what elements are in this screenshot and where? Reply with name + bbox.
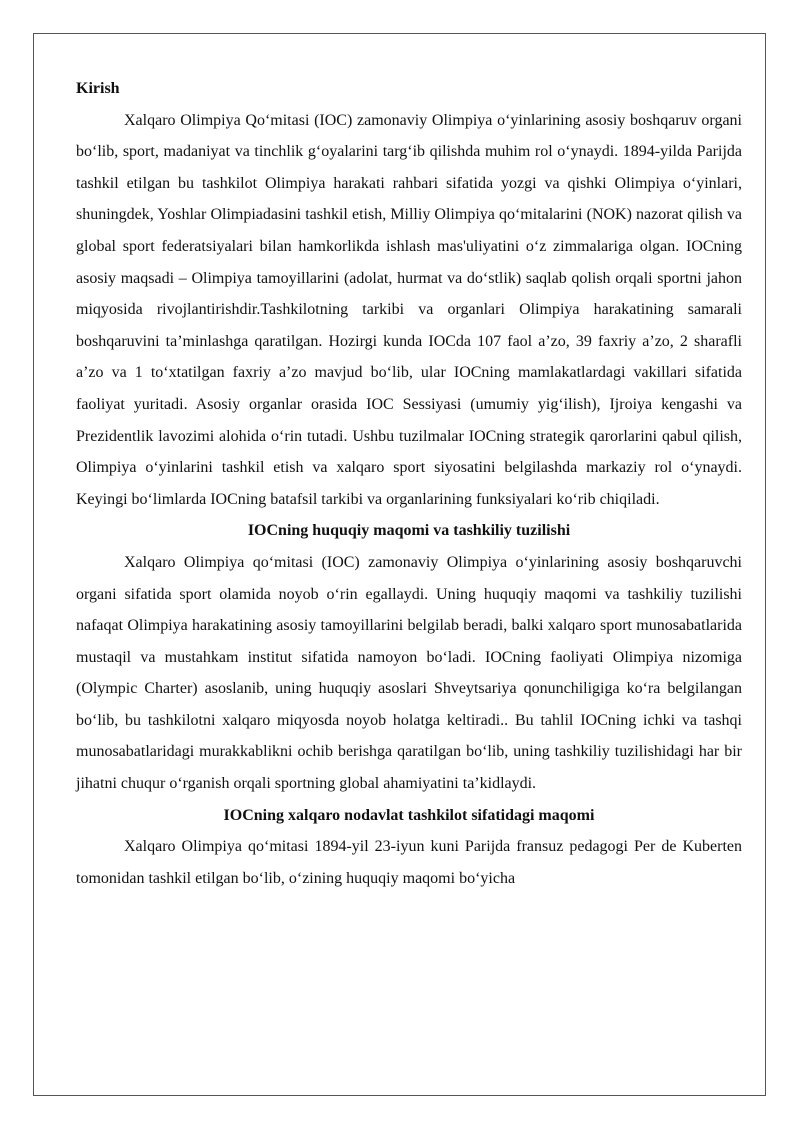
section-paragraph-kirish: Xalqaro Olimpiya Qo‘mitasi (IOC) zamonaviy Olimpiya o‘yinlarining asosiy boshqaruv organi bo‘lib, sport, madaniyat va tinchlik g‘oyalarini targ‘ib qilishda muhim rol o‘ynaydi. 1894-yilda Parijda tashkil etilgan bu tashkilot Olimpiya harakati rahbari sifatida yozgi va qishki Olimpiya o‘yinlari, shuningdek, Yoshlar Olimpiadasini tashkil etish, Milliy Olimpiya qo‘mitalarini (NOK) nazorat qilish va global sport federatsiyalari bilan hamkorlikda ishlash mas'uliyatini o‘z zimmalariga olgan. IOCning asosiy maqsadi – Olimpiya tamoyillarini (adolat, hurmat va do‘stlik) saqlab qolish orqali sportni jahon miqyosida rivojlantirishdir.Tashkilotning tarkibi va organlari Olimpiya harakatining samarali boshqaruvini ta’minlashga qaratilgan. Hozirgi kunda IOCda 107 faol a’zo, 39 faxriy a’zo, 2 sharafli a’zo va 1 to‘xtatilgan faxriy a’zo mavjud bo‘lib, ular IOCning mamlakatlardagi vakillari sifatida faoliyat yuritadi. Asosiy organlar orasida IOC Sessiyasi (umumiy yig‘ilish), Ijroiya kengashi va Prezidentlik lavozimi alohida o‘rin tutadi. Ushbu tuzilmalar IOCning strategik qarorlarini qabul qilish, Olimpiya o‘yinlarini tashkil etish va xalqaro sport siyosatini belgilashda markaziy rol o‘ynaydi. Keyingi bo‘limlarda IOCning batafsil tarkibi va organlarining funksiyalari ko‘rib chiqiladi.	[76, 111, 742, 508]
document-body	[76, 73, 742, 894]
section-heading-kirish: Kirish	[76, 80, 120, 97]
section-heading-legal-status: IOCning huquqiy maqomi va tashkiliy tuzilishi	[247, 522, 571, 540]
section-paragraph-ngo-status: Xalqaro Olimpiya qo‘mitasi 1894-yil 23-iyun kuni Parijda fransuz pedagogi Per de Kuberten tomonidan tashkil etilgan bo‘lib, o‘zining huquqiy maqomi bo‘yicha	[76, 838, 742, 887]
section-heading-ngo-status: IOCning xalqaro nodavlat tashkilot sifatidagi maqomi	[223, 806, 595, 824]
section-paragraph-legal-status: Xalqaro Olimpiya qo‘mitasi (IOC) zamonaviy Olimpiya o‘yinlarining asosiy boshqaruvchi organi sifatida sport olamida noyob o‘rin egallaydi. Uning huquqiy maqomi va tashkiliy tuzilishi nafaqat Olimpiya harakatining asosiy tamoyillarini belgilab beradi, balki xalqaro sport munosabatlarida mustaqil va mustahkam institut sifatida namoyon bo‘ladi. IOCning faoliyati Olimpiya nizomiga (Olympic Charter) asoslanib, uning huquqiy asoslari Shveytsariya qonunchiligiga ko‘ra belgilangan bo‘lib, bu tashkilotni xalqaro miqyosda noyob holatga keltiradi.. Bu tahlil IOCning ichki va tashqi munosabatlaridagi murakkablikni ochib berishga qaratilgan bo‘lib, uning tashkiliy tuzilishidagi har bir jihatni chuqur o‘rganish orqali sportning global ahamiyatini ta’kidlaydi.	[76, 553, 742, 793]
